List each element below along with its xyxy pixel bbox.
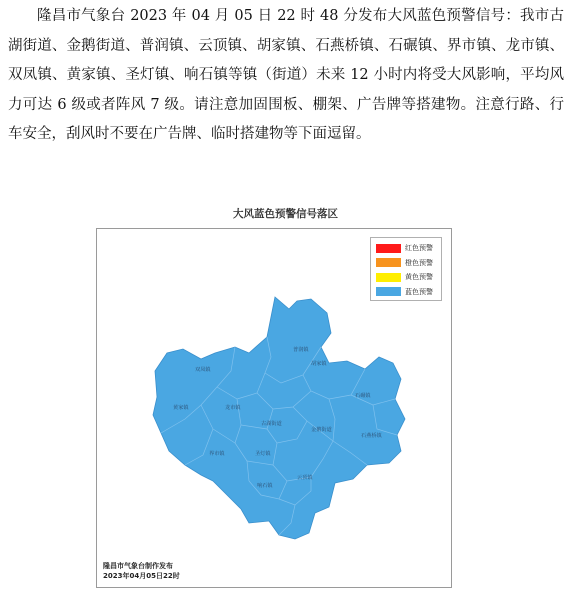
town-label: 石燕桥镇 xyxy=(361,433,382,439)
publisher-name: 隆昌市气象台制作发布 xyxy=(103,562,173,570)
map-publisher-block xyxy=(103,561,180,581)
town-label: 金鹅街道 xyxy=(311,427,332,433)
legend-label-red: 红色预警 xyxy=(405,244,433,253)
town-label: 石碾镇 xyxy=(355,393,371,399)
legend-swatch-yellow xyxy=(376,273,401,282)
town-label: 龙市镇 xyxy=(225,405,241,411)
legend-swatch-blue xyxy=(376,287,401,296)
warning-paragraph: 隆昌市气象台 2023 年 04 月 05 日 22 时 48 分发布大风蓝色预警信号：我市古湖街道、金鹅街道、普润镇、云顶镇、胡家镇、石燕桥镇、石碾镇、界市镇、龙市镇、双凤镇、黄家镇、圣灯镇、响石镇等镇（街道）未来 12 小时内将受大风影响，平均风力可达 6 级或者阵风 7 级。请注意加固围板、棚架、广告牌等搭建物。注意行路、行车安全，刮风时不要在广告牌、临时搭建物等下面逗留。 xyxy=(8,8,564,142)
legend-label-yellow: 黄色预警 xyxy=(405,273,433,282)
town-label: 普润镇 xyxy=(293,347,309,353)
town-label: 界市镇 xyxy=(209,451,225,457)
town-label: 响石镇 xyxy=(257,483,273,489)
town-label: 双凤镇 xyxy=(195,367,211,373)
legend-label-blue: 蓝色预警 xyxy=(405,287,433,296)
legend-item-red xyxy=(376,241,436,256)
legend-swatch-red xyxy=(376,244,401,253)
city-boundary-shape xyxy=(153,297,405,539)
legend-swatch-orange xyxy=(376,258,401,267)
town-label: 黄家镇 xyxy=(173,405,189,411)
legend-item-orange xyxy=(376,256,436,271)
town-label: 云顶镇 xyxy=(297,475,313,481)
town-label: 胡家镇 xyxy=(311,361,327,367)
map-legend xyxy=(370,237,442,301)
town-label: 古湖街道 xyxy=(261,421,282,427)
legend-item-blue xyxy=(376,285,436,300)
legend-label-orange: 橙色预警 xyxy=(405,258,433,267)
legend-item-yellow xyxy=(376,270,436,285)
warning-article xyxy=(8,2,564,150)
warning-map xyxy=(96,228,452,588)
town-label: 圣灯镇 xyxy=(255,451,271,457)
map-title: 大风蓝色预警信号落区 xyxy=(233,208,338,220)
publish-time: 2023年04月05日22时 xyxy=(103,572,180,580)
